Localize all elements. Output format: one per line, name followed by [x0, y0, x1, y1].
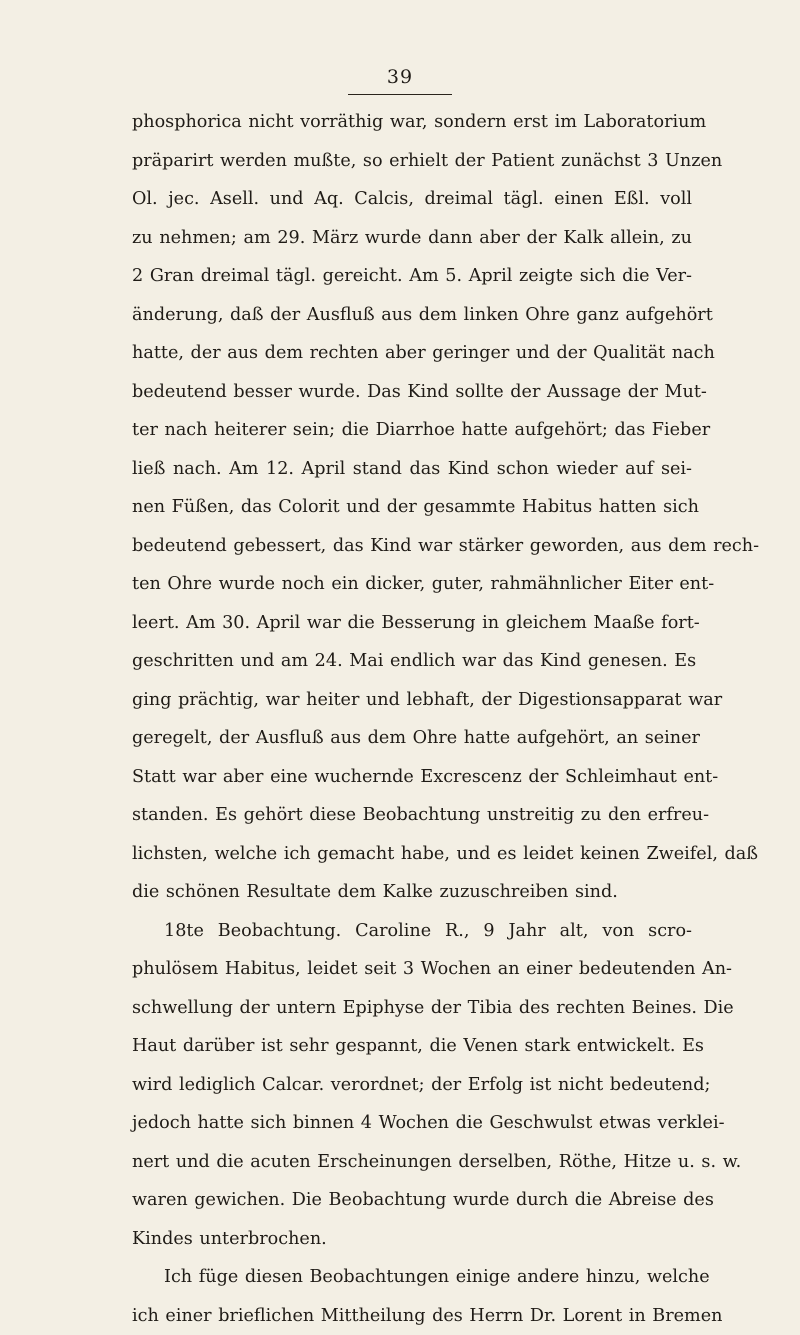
text-line: präparirt werden mußte, so erhielt der Patient zunächst 3 Unzen: [132, 142, 692, 181]
text-line: bedeutend besser wurde. Das Kind sollte der Aussage der Mut-: [132, 373, 692, 412]
text-line: phulösem Habitus, leidet seit 3 Wochen an einer bedeutenden An-: [132, 950, 692, 989]
text-line: 2 Gran dreimal tägl. gereicht. Am 5. April zeigte sich die Ver-: [132, 257, 692, 296]
text-line: geregelt, der Ausfluß aus dem Ohre hatte aufgehört, an seiner: [132, 719, 692, 758]
text-line: schwellung der untern Epiphyse der Tibia des rechten Beines. Die: [132, 989, 692, 1028]
text-line: zu nehmen; am 29. März wurde dann aber der Kalk allein, zu: [132, 219, 692, 258]
text-line: ließ nach. Am 12. April stand das Kind schon wieder auf sei-: [132, 450, 692, 489]
text-line: änderung, daß der Ausfluß aus dem linken Ohre ganz aufgehört: [132, 296, 692, 335]
text-line: phosphorica nicht vorräthig war, sondern erst im Laboratorium: [132, 103, 692, 142]
text-line: ten Ohre wurde noch ein dicker, guter, rahmähnlicher Eiter ent-: [132, 565, 692, 604]
text-line: die schönen Resultate dem Kalke zuzuschreiben sind.: [132, 873, 692, 912]
text-line: Haut darüber ist sehr gespannt, die Venen stark entwickelt. Es: [132, 1027, 692, 1066]
header-rule: [348, 94, 452, 95]
text-line: bedeutend gebessert, das Kind war stärker geworden, aus dem rech-: [132, 527, 692, 566]
text-line: Ich füge diesen Beobachtungen einige andere hinzu, welche: [132, 1258, 692, 1297]
text-line: Statt war aber eine wuchernde Excrescenz der Schleimhaut ent-: [132, 758, 692, 797]
text-line: lichsten, welche ich gemacht habe, und es leidet keinen Zweifel, daß: [132, 835, 692, 874]
text-line: ter nach heiterer sein; die Diarrhoe hatte aufgehört; das Fieber: [132, 411, 692, 450]
text-line: leert. Am 30. April war die Besserung in gleichem Maaße fort-: [132, 604, 692, 643]
text-line: geschritten und am 24. Mai endlich war das Kind genesen. Es: [132, 642, 692, 681]
text-line: Ol. jec. Asell. und Aq. Calcis, dreimal tägl. einen Eßl. voll: [132, 180, 692, 219]
text-line: nen Füßen, das Colorit und der gesammte Habitus hatten sich: [132, 488, 692, 527]
text-line: nert und die acuten Erscheinungen derselben, Röthe, Hitze u. s. w.: [132, 1143, 692, 1182]
page-number: 39: [0, 66, 800, 88]
text-line: waren gewichen. Die Beobachtung wurde durch die Abreise des: [132, 1181, 692, 1220]
observation-heading-line: 18te Beobachtung. Caroline R., 9 Jahr alt, von scro-: [132, 912, 692, 951]
text-line: ging prächtig, war heiter und lebhaft, der Digestionsapparat war: [132, 681, 692, 720]
body-text: [132, 103, 692, 1335]
text-line: jedoch hatte sich binnen 4 Wochen die Geschwulst etwas verklei-: [132, 1104, 692, 1143]
text-line: hatte, der aus dem rechten aber geringer und der Qualität nach: [132, 334, 692, 373]
text-line: wird lediglich Calcar. verordnet; der Erfolg ist nicht bedeutend;: [132, 1066, 692, 1105]
text-line: standen. Es gehört diese Beobachtung unstreitig zu den erfreu-: [132, 796, 692, 835]
text-line: Kindes unterbrochen.: [132, 1220, 692, 1259]
text-line: ich einer brieflichen Mittheilung des Herrn Dr. Lorent in Bremen: [132, 1297, 692, 1335]
